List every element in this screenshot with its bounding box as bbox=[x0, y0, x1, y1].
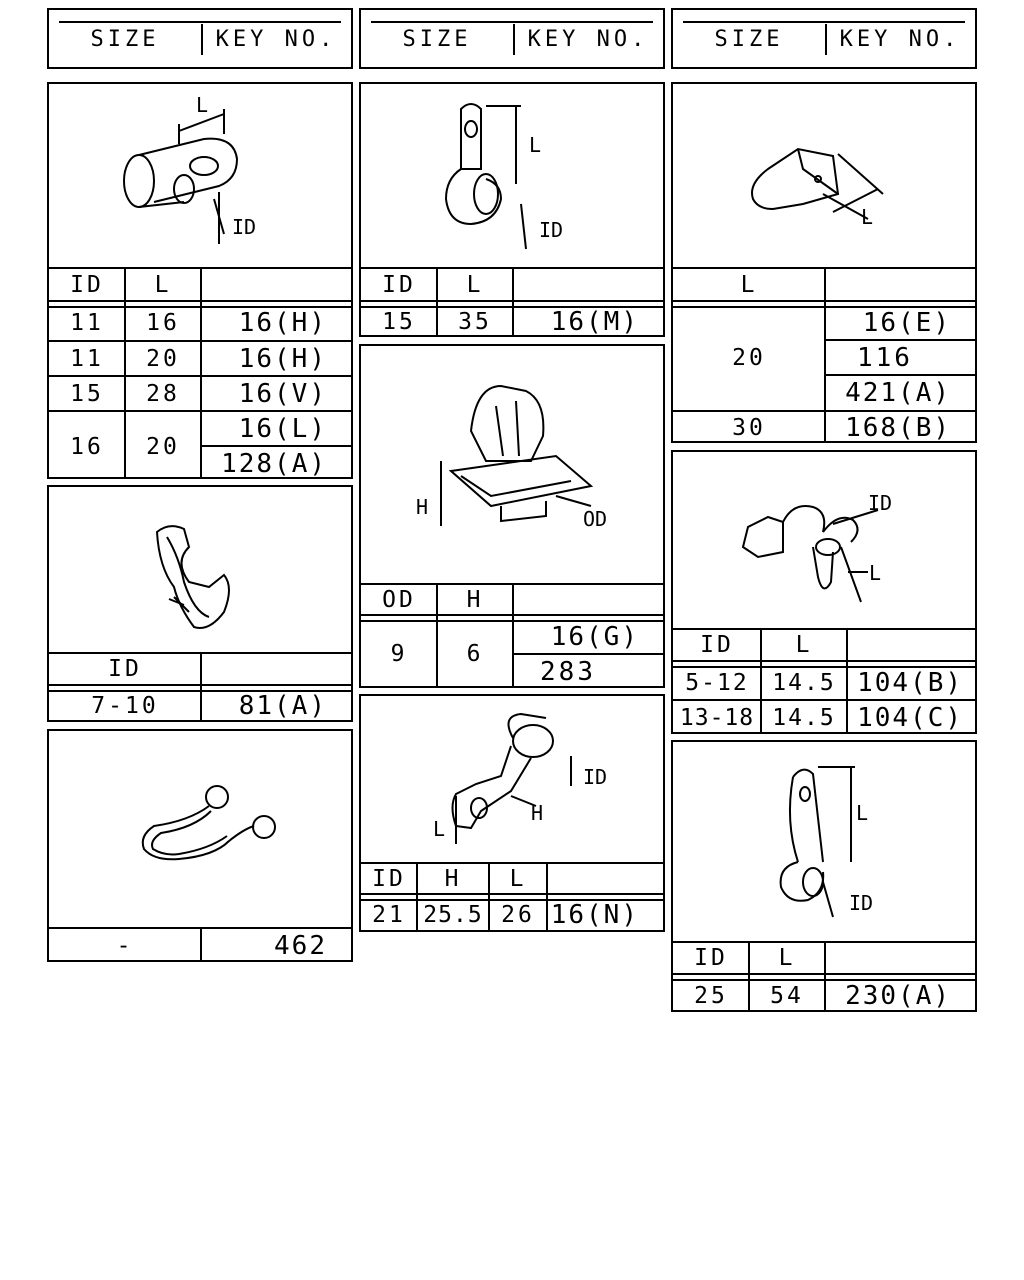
dim-l-label: L bbox=[529, 133, 542, 157]
col-h: H bbox=[444, 865, 462, 892]
cell-key: 104(B) bbox=[857, 667, 963, 698]
dim-od-label: OD bbox=[583, 507, 608, 531]
col-od: OD bbox=[382, 586, 416, 613]
cell-key: 421(A) bbox=[845, 378, 951, 408]
col-l: L bbox=[154, 271, 172, 298]
dim-h-label: H bbox=[531, 801, 544, 825]
bracket-clip-figure bbox=[361, 696, 663, 862]
col-id: ID bbox=[108, 656, 142, 682]
cell-l: 28 bbox=[146, 380, 180, 407]
size-header: SIZE bbox=[673, 24, 827, 55]
cell-key: 283 bbox=[540, 656, 596, 687]
cell-key: 462 bbox=[274, 930, 327, 961]
twist-tie-table bbox=[49, 927, 351, 960]
col-divider bbox=[200, 929, 202, 960]
col-key bbox=[513, 269, 663, 300]
twist-tie-figure bbox=[49, 731, 351, 927]
col-divider bbox=[846, 630, 848, 732]
dim-id-label: ID bbox=[583, 765, 608, 789]
col-l: L bbox=[740, 271, 758, 298]
table-header-row bbox=[361, 864, 663, 893]
dim-l-label: L bbox=[856, 801, 869, 825]
dim-id-label: ID bbox=[232, 215, 257, 239]
table-row bbox=[673, 701, 975, 734]
cell-h: 6 bbox=[466, 641, 484, 667]
cell-key: 16(M) bbox=[550, 306, 639, 337]
col-key bbox=[825, 269, 975, 300]
col-key bbox=[201, 269, 351, 300]
col-divider bbox=[416, 864, 418, 930]
double-clamp-figure bbox=[673, 452, 975, 629]
cell-l: 54 bbox=[770, 982, 804, 1009]
table-row bbox=[361, 899, 663, 931]
col-id: ID bbox=[382, 271, 416, 298]
size-header: SIZE bbox=[361, 24, 515, 55]
col-divider bbox=[200, 269, 202, 477]
p-clip-figure bbox=[361, 84, 663, 269]
push-retainer-figure bbox=[361, 346, 663, 583]
push-retainer-table bbox=[361, 583, 663, 686]
col-h: H bbox=[466, 586, 484, 613]
col-key bbox=[201, 654, 351, 684]
edge-clip-figure bbox=[673, 84, 975, 269]
cell-l: 20 bbox=[146, 433, 180, 460]
col-divider bbox=[824, 269, 826, 441]
saddle-clamp-drawing bbox=[49, 84, 351, 269]
cell-id: 15 bbox=[70, 380, 104, 407]
header-col-3 bbox=[671, 8, 977, 69]
cell-id: 7-10 bbox=[91, 693, 159, 719]
cell-id: 11 bbox=[70, 345, 104, 372]
push-retainer-drawing bbox=[361, 346, 663, 583]
cell-l: 20 bbox=[146, 345, 180, 372]
panel-edge-clip bbox=[671, 82, 977, 443]
dim-id-label: ID bbox=[849, 891, 874, 915]
cell-size: - bbox=[116, 932, 134, 959]
header-rule bbox=[59, 21, 341, 23]
loop-clip-table bbox=[673, 941, 975, 1010]
cell-id: 21 bbox=[372, 902, 406, 928]
panel-double-clamp bbox=[671, 450, 977, 734]
cell-key: 128(A) bbox=[221, 449, 327, 479]
cell-key: 16(V) bbox=[238, 378, 327, 409]
col-l: L bbox=[466, 271, 484, 298]
loop-clip-figure bbox=[673, 742, 975, 942]
col-l: L bbox=[795, 632, 813, 658]
dim-l-label: L bbox=[433, 817, 446, 841]
double-clamp-drawing bbox=[673, 452, 975, 629]
col-divider bbox=[512, 269, 514, 335]
panel-saddle-clamp bbox=[47, 82, 353, 479]
dim-id-label: ID bbox=[868, 491, 893, 515]
header-rule bbox=[371, 21, 653, 23]
cell-od: 9 bbox=[390, 641, 408, 667]
cell-key: 16(N) bbox=[550, 900, 639, 930]
dim-l-label: L bbox=[196, 93, 209, 117]
cell-l: 35 bbox=[458, 308, 492, 335]
header-col-2 bbox=[359, 8, 665, 69]
panel-wire-clip bbox=[47, 485, 353, 722]
table-header-row bbox=[673, 630, 975, 660]
p-clip-drawing bbox=[361, 84, 663, 269]
wire-clip-figure bbox=[49, 487, 351, 652]
cell-key: 230(A) bbox=[845, 980, 951, 1011]
cell-key: 16(E) bbox=[862, 307, 951, 338]
dim-l-label: L bbox=[869, 561, 882, 585]
key-no-header: KEY NO. bbox=[839, 27, 961, 52]
cell-id: 11 bbox=[70, 310, 104, 336]
dim-h-label: H bbox=[416, 495, 429, 519]
col-divider bbox=[546, 864, 548, 930]
col-divider bbox=[824, 943, 826, 1010]
cell-id: 15 bbox=[382, 308, 416, 335]
table-row bbox=[673, 666, 975, 699]
col-id: ID bbox=[372, 865, 406, 892]
dim-l-label: L bbox=[861, 205, 874, 229]
twist-tie-drawing bbox=[49, 731, 351, 927]
col-id: ID bbox=[700, 632, 734, 658]
col-divider bbox=[748, 943, 750, 1010]
loop-clip-drawing bbox=[673, 742, 975, 942]
panel-push-retainer bbox=[359, 344, 665, 688]
cell-key: 104(C) bbox=[857, 702, 963, 733]
cell-l: 26 bbox=[501, 902, 535, 928]
header-col-1 bbox=[47, 8, 353, 69]
col-divider bbox=[488, 864, 490, 930]
col-divider bbox=[512, 585, 514, 686]
cell-l: 14.5 bbox=[772, 704, 836, 731]
key-no-header: KEY NO. bbox=[527, 27, 649, 52]
size-header: SIZE bbox=[49, 24, 203, 55]
saddle-clamp-table bbox=[49, 267, 351, 477]
col-divider bbox=[760, 630, 762, 732]
cell-l: 20 bbox=[732, 345, 766, 371]
col-l: L bbox=[778, 945, 796, 971]
cell-l: 30 bbox=[732, 415, 766, 441]
cell-key: 116 bbox=[857, 342, 913, 373]
cell-key: 81(A) bbox=[238, 691, 327, 721]
col-divider bbox=[436, 269, 438, 335]
double-clamp-table bbox=[673, 628, 975, 732]
edge-clip-drawing bbox=[673, 84, 975, 269]
cell-key: 16(G) bbox=[550, 621, 639, 652]
key-no-header: KEY NO. bbox=[215, 27, 337, 52]
col-key bbox=[847, 630, 975, 660]
cell-l: 16 bbox=[146, 310, 180, 336]
panel-twist-tie bbox=[47, 729, 353, 962]
header-rule bbox=[683, 21, 965, 23]
panel-bracket-clip bbox=[359, 694, 665, 932]
edge-clip-table bbox=[673, 267, 975, 441]
col-divider bbox=[436, 585, 438, 686]
cell-key: 16(H) bbox=[238, 343, 327, 374]
col-key bbox=[513, 585, 663, 614]
cell-id: 13-18 bbox=[679, 704, 755, 731]
bracket-clip-table bbox=[361, 862, 663, 930]
cell-key: 16(H) bbox=[238, 308, 327, 338]
col-l: L bbox=[509, 865, 527, 892]
saddle-clamp-figure bbox=[49, 84, 351, 269]
panel-loop-clip bbox=[671, 740, 977, 1012]
col-divider bbox=[124, 269, 126, 477]
cell-l: 14.5 bbox=[772, 669, 836, 696]
bracket-clip-drawing bbox=[361, 696, 663, 862]
cell-id: 16 bbox=[70, 433, 104, 460]
cell-id: 25 bbox=[694, 982, 728, 1009]
cell-h: 25.5 bbox=[423, 902, 483, 928]
cell-key: 16(L) bbox=[238, 413, 327, 444]
p-clip-table bbox=[361, 267, 663, 335]
col-divider bbox=[200, 654, 202, 720]
cell-key: 168(B) bbox=[845, 413, 951, 443]
wire-clip-drawing bbox=[49, 487, 351, 652]
cell-id: 5-12 bbox=[685, 669, 749, 696]
col-id: ID bbox=[70, 271, 104, 298]
col-key bbox=[825, 943, 975, 973]
dim-id-label: ID bbox=[539, 218, 564, 242]
panel-p-clip bbox=[359, 82, 665, 337]
col-id: ID bbox=[694, 945, 728, 971]
wire-clip-table bbox=[49, 652, 351, 720]
col-key bbox=[547, 864, 663, 893]
